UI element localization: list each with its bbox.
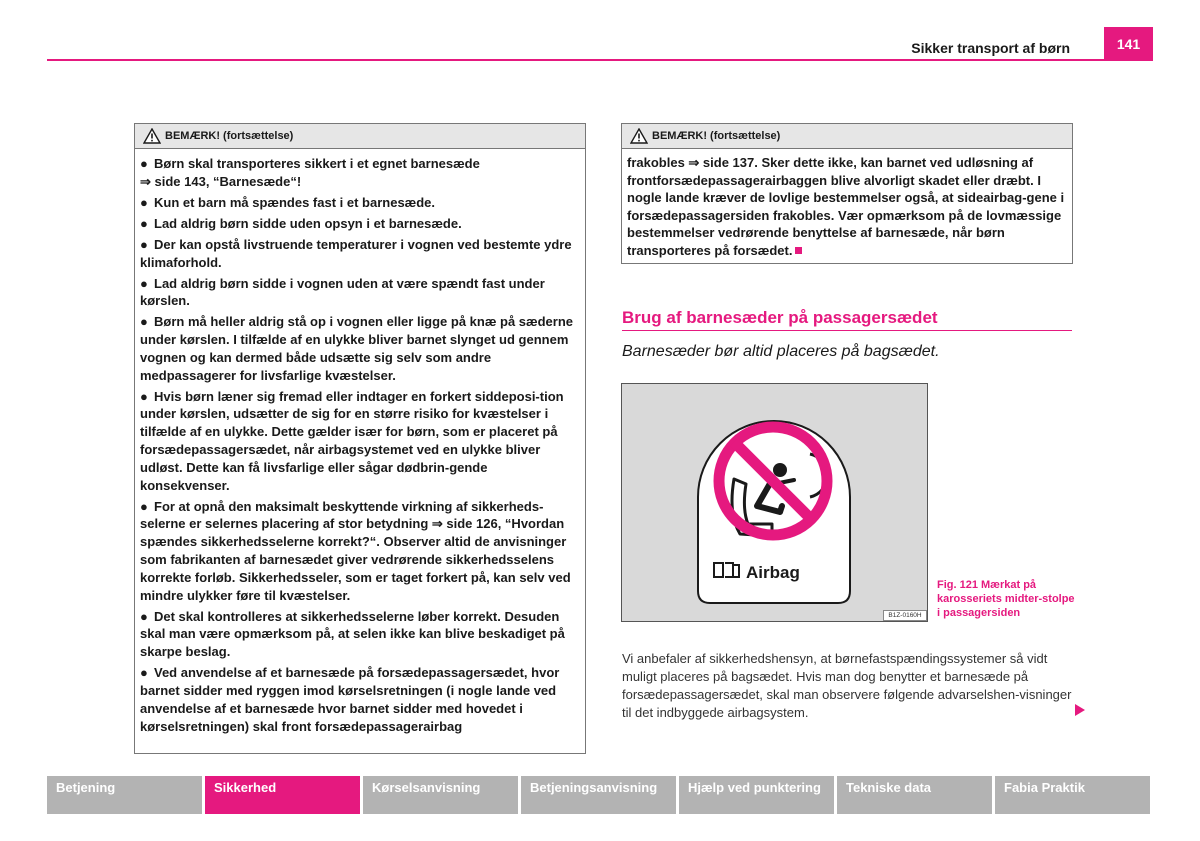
warning-note-item: ● Ved anvendelse af et barnesæde på forsædepassagersædet, hvor barnet sidder med ryggen imod kørselsretningen (i nogle lande ved anvendelse af et barnesæde hvor barnet sidder med hovedet i kørselsretningen) skal front forsædepassagerairbag [140, 665, 560, 734]
warning-note-header [622, 124, 1072, 149]
warning-note-title: BEMÆRK! (fortsættelse) [165, 130, 294, 142]
warning-note-list [135, 149, 585, 735]
warning-note-item: ● Hvis børn læner sig fremad eller indtager en forkert siddeposi-tion under kørslen, udsætter de sig for en større risiko for kvæstelser i tilfælde af en ulykke. Dette gælder især for børn, som er placeret på forsædepassagersædet, når airbagsystemet ved en ulykke bliver udløst. Dette kan få livsfarlige eller sågar dødbrin-gende konsekvenser. [140, 388, 564, 493]
nav-tab-hjaelp-ved-punktering[interactable]: Hjælp ved punktering [679, 776, 834, 814]
warning-note-item: ● Lad aldrig børn sidde i vognen uden at være spændt fast under kørslen. [140, 275, 545, 309]
warning-triangle-icon [143, 128, 161, 144]
header-rule [47, 59, 1153, 61]
warning-note-item: ● Det skal kontrolleres at sikkerhedsselerne løber korrekt. Desuden skal man være opmærksom på, at selen ikke kan blive beskadiget på skarpe beslag. [140, 608, 565, 660]
warning-note-right [621, 123, 1073, 264]
warning-note-item: ● Børn skal transporteres sikkert i et egnet barnesæde ⇒ side 143, “Barnesæde“! [140, 156, 480, 189]
body-paragraph: Vi anbefaler af sikkerhedshensyn, at børnefastspændingssystemer så vidt muligt placeres på bagsædet. Hvis man dog benytter et barnesæde på forsædepassagersædet, skal man observere følgende advarselshen-visninger til det indbyggede airbagsystem. [622, 651, 1072, 720]
nav-tab-fabia-praktik[interactable]: Fabia Praktik [995, 776, 1150, 814]
warning-note-text: frakobles ⇒ side 137. Sker dette ikke, kan barnet ved udløsning af frontforsædepassagerairbaggen blive alvorligt skadet eller dræbt. I nogle lande kræver de lovlige bestemmelser også, at sideairbag-gene i forsædepassagersiden frakobles. Vær opmærksom på de lovmæssige bestemmelser vedrørende benyttelse af barnesæde, når børn transporteres på forsædet. [627, 155, 1065, 258]
warning-note-item: ● Lad aldrig børn sidde uden opsyn i et barnesæde. [140, 215, 462, 231]
figure-121 [621, 383, 928, 622]
warning-note-left [134, 123, 586, 754]
airbag-label: Airbag [746, 563, 800, 582]
warning-note-item: ● For at opnå den maksimalt beskyttende virkning af sikkerheds-selerne er selernes placering af stor betydning ⇒ side 126, “Hvordan spændes sikkerhedsselerne korrekt?“. Observer altid de anvisninger som fabrikanten af barnesædet giver vedrørende sikkerhedsselens korrekte forløb. Sikkerhedsseler, som er taget forkert på, kan selv ved mindre ulykker føre til kvæstelser. [140, 498, 571, 603]
nav-tab-betjening[interactable]: Betjening [47, 776, 202, 814]
warning-note-item: ● Der kan opstå livstruende temperaturer i vognen ved bestemte ydre klimaforhold. [140, 236, 572, 270]
figure-code: B1Z-0160H [883, 610, 927, 621]
nav-tab-tekniske-data[interactable]: Tekniske data [837, 776, 992, 814]
nav-tab-sikkerhed[interactable]: Sikkerhed [205, 776, 360, 814]
nav-tab-korselsanvisning[interactable]: Kørselsanvisning [363, 776, 518, 814]
section-end-marker [795, 247, 802, 254]
warning-note-item: ● Kun et barn må spændes fast i et barnesæde. [140, 194, 436, 210]
running-header-title: Sikker transport af børn [911, 40, 1070, 56]
figure-caption: Fig. 121 Mærkat på karosseriets midter-stolpe i passagersiden [937, 579, 1075, 619]
section-lead: Barnesæder bør altid placeres på bagsædet. [622, 343, 940, 360]
warning-triangle-icon [630, 128, 648, 144]
continue-arrow-icon [1075, 704, 1085, 716]
chapter-nav [47, 776, 1153, 814]
section-heading: Brug af barnesæder på passagersædet [622, 308, 938, 327]
warning-note-item: ● Børn må heller aldrig stå op i vognen eller ligge på knæ på sæderne under kørslen. I tilfælde af en ulykke bliver barnet slynget ud gennem vognen og kan dermed både udsætte sig selv som andre medpassagerer for livsfarlige kvæstelser. [140, 314, 573, 383]
warning-note-title: BEMÆRK! (fortsættelse) [652, 130, 781, 142]
nav-tab-betjeningsanvisning[interactable]: Betjeningsanvisning [521, 776, 676, 814]
page-number: 141 [1104, 27, 1153, 60]
section-rule [622, 330, 1072, 331]
warning-note-header [135, 124, 585, 149]
no-child-seat-airbag-warning-icon [622, 384, 927, 621]
